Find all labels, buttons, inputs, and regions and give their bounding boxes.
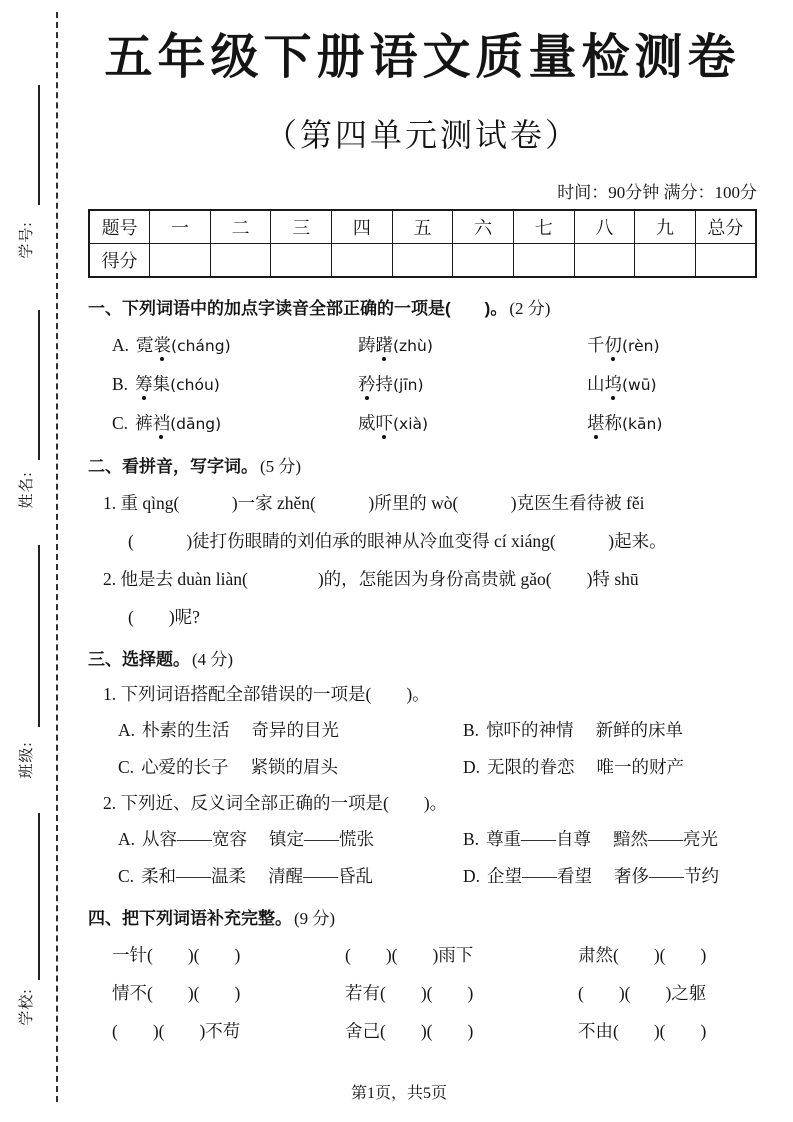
pinyin: (cháng) — [171, 337, 231, 356]
q1-score: (2 分) — [509, 299, 551, 319]
q3-option-row — [88, 826, 757, 852]
score-table-header-cell: 题号 — [89, 210, 150, 244]
q3-option — [118, 754, 463, 780]
option-phrase: 新鲜的床单 — [595, 720, 684, 741]
pinyin: (wū) — [622, 376, 657, 395]
option-phrase: 企望——看望 — [487, 866, 593, 887]
margin-blank-line — [38, 545, 40, 727]
binding-dashed-line — [56, 12, 58, 1102]
score-table-body — [89, 210, 756, 277]
margin-blank-line — [38, 813, 40, 980]
q4-grid-row — [88, 942, 757, 968]
score-row-label-cell: 得分 — [89, 244, 150, 278]
option-label: B. — [463, 720, 480, 741]
hanzi: 踌 — [358, 335, 376, 356]
option-label: A. — [112, 335, 130, 356]
q3-option — [463, 754, 757, 780]
option-phrase: 心爱的长子 — [141, 757, 229, 778]
q3-option-row — [88, 754, 757, 780]
q3-option — [118, 717, 463, 743]
pinyin: (jīn) — [393, 376, 424, 395]
pinyin: (rèn) — [622, 337, 660, 356]
score-table-header-cell: 九 — [635, 210, 696, 244]
page-subtitle: （第四单元测试卷） — [264, 117, 580, 153]
hanzi-dotted: 裳 — [153, 335, 172, 356]
score-table-header-cell: 一 — [150, 210, 211, 244]
score-table-header-cell: 四 — [332, 210, 393, 244]
hanzi-dotted: 筹 — [135, 374, 153, 395]
margin-field-label: 学号: — [19, 221, 35, 259]
score-table-header-cell: 二 — [210, 210, 271, 244]
score-table-question-row — [89, 210, 756, 244]
question-2 — [88, 455, 757, 630]
margin-blank-line — [38, 310, 40, 460]
q2-score: (5 分) — [260, 457, 302, 477]
q1-stem-text: 一、下列词语中的加点字读音全部正确的一项是( )。 — [88, 299, 508, 319]
score-empty-cell — [513, 244, 574, 278]
q1-word-cell — [358, 371, 587, 398]
option-phrase: 无限的眷恋 — [487, 757, 575, 778]
idiom-blank: 一针( )( ) — [112, 945, 241, 966]
option-phrase: 清醒——昏乱 — [268, 866, 374, 887]
option-phrase: 柔和——温柔 — [141, 866, 247, 887]
q4-grid-row — [88, 1018, 757, 1044]
q1-option-row — [88, 371, 757, 398]
hanzi: 持 — [375, 374, 393, 395]
score-empty-cell — [574, 244, 635, 278]
score-table-header-cell: 七 — [513, 210, 574, 244]
score-table-header-cell: 三 — [271, 210, 332, 244]
exam-content — [88, 0, 757, 1044]
q3-option-row — [88, 717, 757, 743]
score-table-score-row — [89, 244, 756, 278]
q1-word-cell — [587, 332, 757, 359]
q2-stem-text: 二、看拼音，写字词。 — [88, 457, 258, 477]
q3-score: (4 分) — [192, 650, 234, 670]
option-phrase: 从容——宽容 — [142, 829, 248, 850]
q4-grid-row — [88, 980, 757, 1006]
q2-stem — [88, 455, 757, 478]
hanzi-dotted: 坞 — [604, 374, 622, 395]
idiom-blank: ( )( )之躯 — [578, 983, 707, 1004]
q2-line: ( )徒打伤眼睛的刘伯承的眼神从冷血变得 cí xiáng( )起来。 — [128, 531, 667, 552]
hanzi: 千 — [587, 335, 605, 356]
idiom-blank: 肃然( )( ) — [578, 945, 707, 966]
score-empty-cell — [392, 244, 453, 278]
q3-option — [463, 863, 757, 889]
idiom-blank: ( )( )雨下 — [345, 945, 474, 966]
option-phrase: 紧锁的眉头 — [250, 757, 339, 778]
q1-word-cell — [112, 371, 358, 398]
margin-field-label: 学校: — [19, 988, 35, 1026]
q4-score: (9 分) — [294, 909, 336, 929]
score-empty-cell — [695, 244, 756, 278]
option-phrase: 镇定——慌张 — [269, 829, 375, 850]
score-table — [88, 209, 757, 278]
option-phrase: 奇异的目光 — [251, 720, 340, 741]
option-phrase: 黯然——亮光 — [613, 829, 719, 850]
q4-idiom-grid — [88, 942, 757, 1044]
option-label: C. — [112, 413, 129, 434]
hanzi: 山 — [587, 374, 605, 395]
hanzi-dotted: 裆 — [152, 413, 171, 434]
q1-word-cell — [112, 410, 358, 437]
option-label: B. — [463, 829, 480, 850]
hanzi-dotted: 躇 — [375, 335, 393, 356]
option-label: A. — [118, 829, 136, 850]
score-empty-cell — [271, 244, 332, 278]
pinyin: (dāng) — [170, 415, 222, 434]
hanzi: 集 — [152, 374, 171, 395]
option-phrase: 尊重——自尊 — [486, 829, 592, 850]
score-empty-cell — [453, 244, 514, 278]
hanzi-dotted: 矜 — [358, 374, 376, 395]
hanzi: 称 — [604, 413, 622, 434]
q1-stem — [88, 297, 757, 320]
idiom-blank: 若有( )( ) — [345, 983, 474, 1004]
pinyin: (kān) — [622, 415, 663, 434]
score-empty-cell — [635, 244, 696, 278]
q3-option-row — [88, 863, 757, 889]
time-and-total-score: 时间：90分钟 满分：100分 — [557, 183, 757, 203]
hanzi-dotted: 仞 — [604, 335, 622, 356]
pinyin: (chóu) — [170, 376, 220, 395]
idiom-blank: 情不( )( ) — [112, 983, 241, 1004]
hanzi: 霓 — [136, 335, 154, 356]
hanzi-dotted: 吓 — [375, 413, 393, 434]
q3-sub-questions — [88, 682, 757, 889]
idiom-blank: ( )( )不苟 — [112, 1021, 241, 1042]
q1-word-cell — [587, 410, 757, 437]
hanzi: 裤 — [135, 413, 153, 434]
option-label: D. — [463, 757, 481, 778]
question-4 — [88, 907, 757, 1044]
question-3 — [88, 648, 757, 889]
pinyin: (xià) — [393, 415, 429, 434]
hanzi-dotted: 堪 — [587, 413, 605, 434]
q2-line: ( )呢? — [128, 607, 200, 628]
q4-stem-text: 四、把下列词语补充完整。 — [88, 909, 292, 929]
q2-fill-lines — [88, 491, 757, 630]
q3-option — [118, 863, 463, 889]
idiom-blank: 不由( )( ) — [578, 1021, 707, 1042]
option-label: A. — [118, 720, 136, 741]
q3-option — [463, 826, 757, 852]
score-table-header-cell: 八 — [574, 210, 635, 244]
q3-sub-stem: 1. 下列词语搭配全部错误的一项是( )。 — [103, 684, 430, 705]
margin-field-label: 班级: — [19, 741, 35, 779]
hanzi: 威 — [358, 413, 376, 434]
q1-word-cell — [358, 332, 587, 359]
margin-field-label: 姓名: — [19, 471, 35, 509]
q1-option-rows — [88, 332, 757, 437]
score-empty-cell — [332, 244, 393, 278]
q3-stem-text: 三、选择题。 — [88, 650, 190, 670]
q1-word-cell — [112, 332, 358, 359]
option-label: C. — [118, 757, 135, 778]
q3-stem — [88, 648, 757, 671]
option-label: C. — [118, 866, 135, 887]
q4-stem — [88, 907, 757, 930]
score-table-header-cell: 六 — [453, 210, 514, 244]
page-number: 第1页，共5页 — [350, 1085, 448, 1102]
q3-option — [118, 826, 463, 852]
page-title: 五年级下册语文质量检测卷 — [104, 31, 741, 84]
option-phrase: 奢侈——节约 — [614, 866, 720, 887]
question-1 — [88, 297, 757, 437]
option-phrase: 惊吓的神情 — [486, 720, 574, 741]
q3-option — [463, 717, 757, 743]
idiom-blank: 舍己( )( ) — [345, 1021, 474, 1042]
score-empty-cell — [210, 244, 271, 278]
q1-option-row — [88, 410, 757, 437]
score-empty-cell — [150, 244, 211, 278]
margin-blank-line — [38, 85, 40, 205]
pinyin: (zhù) — [393, 337, 433, 356]
option-label: B. — [112, 374, 129, 395]
option-label: D. — [463, 866, 481, 887]
q2-line: 2. 他是去 duàn liàn( )的，怎能因为身份高贵就 gǎo( )特 shū — [103, 569, 639, 590]
q2-line: 1. 重 qìng( )一家 zhěn( )所里的 wò( )克医生看待被 fěi — [103, 493, 645, 514]
q1-option-row — [88, 332, 757, 359]
score-table-header-cell: 总分 — [695, 210, 756, 244]
option-phrase: 朴素的生活 — [142, 720, 230, 741]
q1-word-cell — [587, 371, 757, 398]
q3-sub-stem: 2. 下列近、反义词全部正确的一项是( )。 — [103, 793, 448, 814]
score-table-header-cell: 五 — [392, 210, 453, 244]
q1-word-cell — [358, 410, 587, 437]
option-phrase: 唯一的财产 — [596, 757, 685, 778]
